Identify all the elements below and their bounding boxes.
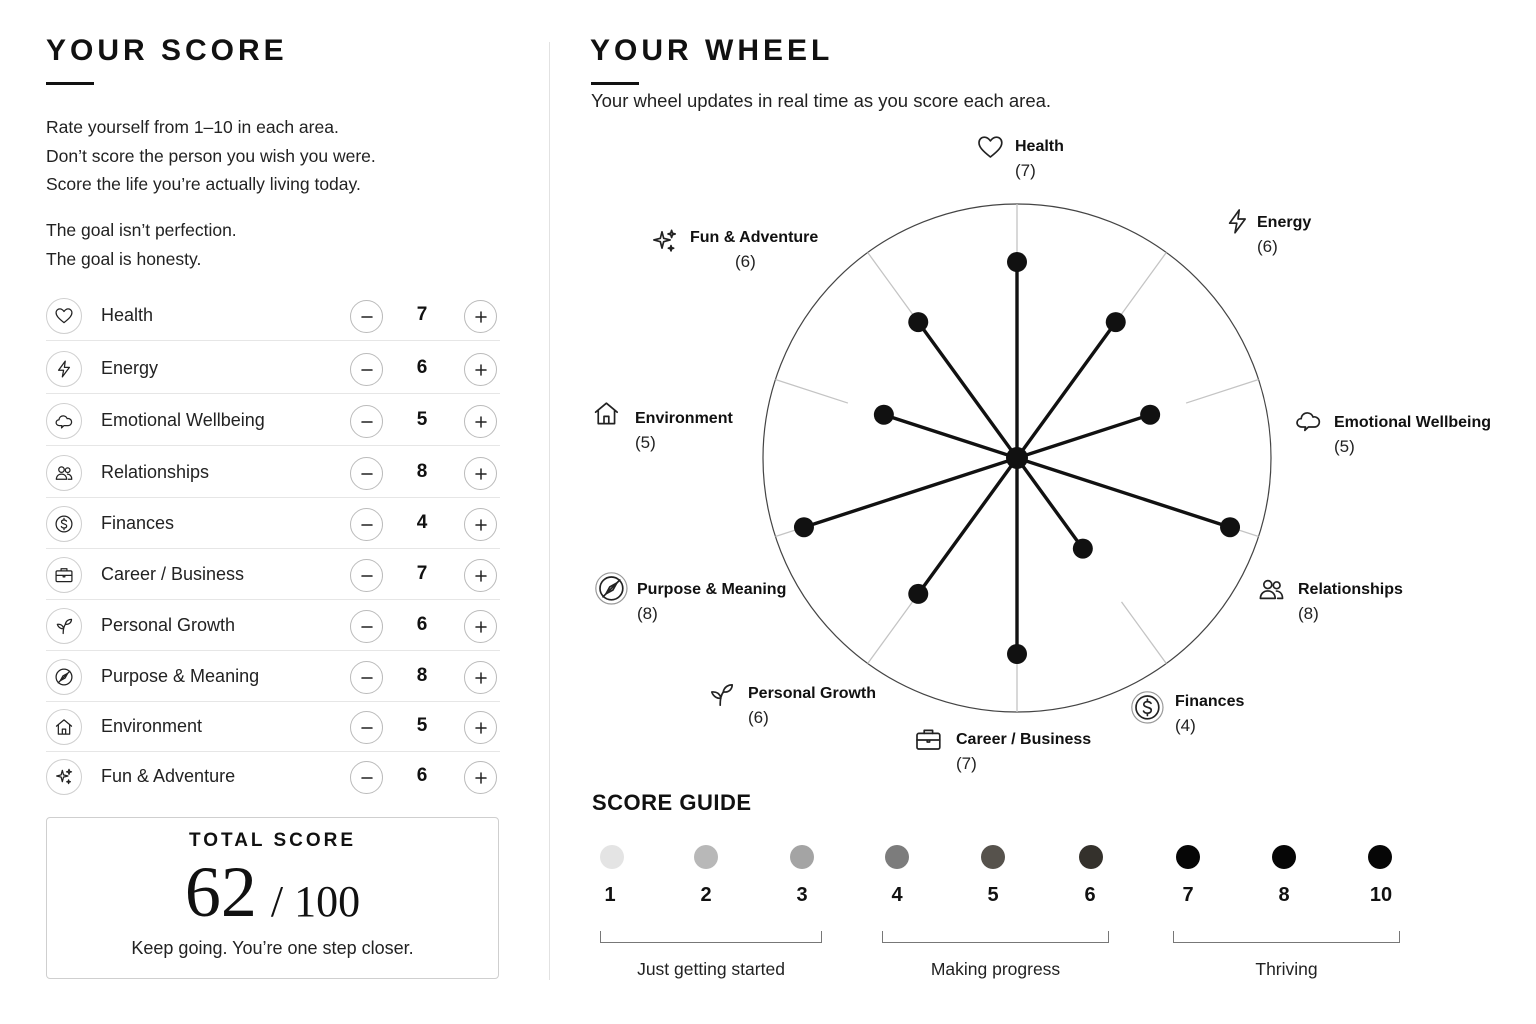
- row-icon-badge: [46, 455, 82, 491]
- minus-icon: [360, 569, 374, 583]
- row-icon-badge: [46, 608, 82, 644]
- wheel-label: [654, 230, 675, 251]
- goal-line: The goal isn’t perfection.: [46, 220, 237, 240]
- row-icon-badge: [46, 659, 82, 695]
- intro-line: Rate yourself from 1–10 in each area.: [46, 117, 339, 137]
- sprout-icon: [54, 616, 74, 636]
- wheel-hub: [1006, 447, 1028, 469]
- row-icon-badge: [46, 403, 82, 439]
- wheel-sector-line: [868, 253, 913, 315]
- total-score-message: Keep going. You’re one step closer.: [131, 938, 414, 958]
- guide-number: 5: [987, 884, 999, 906]
- wheel-sector-line: [1186, 380, 1258, 404]
- guide-number: 8: [1278, 884, 1290, 906]
- guide-number: 7: [1182, 884, 1194, 906]
- guide-number: 1: [604, 884, 616, 906]
- area-label: Emotional Wellbeing: [101, 410, 265, 430]
- area-score: 6: [416, 765, 428, 786]
- plus-icon: [474, 771, 488, 785]
- wheel-label: [1297, 413, 1319, 430]
- wheel-subtitle: Your wheel updates in real time as you score each area.: [591, 90, 1052, 111]
- plus-icon: [474, 721, 488, 735]
- increase-button[interactable]: [464, 457, 497, 490]
- wheel-label: [917, 730, 940, 749]
- row-icon-badge: [46, 709, 82, 745]
- area-score: 7: [416, 304, 428, 325]
- minus-icon: [360, 721, 374, 735]
- compass-icon: [600, 577, 623, 600]
- wheel-area-label: Emotional Wellbeing: [1334, 414, 1492, 431]
- decrease-button[interactable]: [350, 610, 383, 643]
- area-score: 4: [416, 512, 428, 533]
- wheel-label: [1230, 210, 1246, 233]
- dollar-icon: [1136, 696, 1159, 719]
- home-icon: [596, 403, 618, 423]
- increase-button[interactable]: [464, 711, 497, 744]
- guide-dot: [600, 845, 624, 869]
- sparkle-icon: [654, 230, 675, 251]
- wheel-area-score: (5): [1334, 437, 1355, 456]
- compass-icon: [54, 667, 74, 687]
- area-score: 7: [416, 563, 428, 584]
- minus-icon: [360, 771, 374, 785]
- score-row-personal-growth: [46, 601, 500, 651]
- score-panel: [46, 0, 500, 1024]
- row-icon-badge: [46, 351, 82, 387]
- sparkle-icon: [54, 767, 74, 787]
- bolt-icon: [1230, 210, 1246, 233]
- area-label: Fun & Adventure: [101, 766, 236, 786]
- wheel-area-label: Purpose & Meaning: [637, 581, 787, 598]
- wheel-area-label: Personal Growth: [748, 685, 877, 702]
- increase-button[interactable]: [464, 405, 497, 438]
- wheel-area-score: (6): [1257, 237, 1278, 256]
- guide-dot: [1368, 845, 1392, 869]
- row-icon-badge: [46, 298, 82, 334]
- area-score: 6: [416, 614, 428, 635]
- score-row-purpose-meaning: [46, 652, 500, 702]
- wheel-area-label: Relationships: [1298, 581, 1403, 598]
- score-row-energy: [46, 344, 500, 394]
- wheel-area-label: Environment: [635, 410, 733, 427]
- decrease-button[interactable]: [350, 559, 383, 592]
- minus-icon: [360, 671, 374, 685]
- guide-band-label: Thriving: [1255, 959, 1318, 979]
- wheel-label: [712, 685, 732, 705]
- area-label: Purpose & Meaning: [101, 666, 260, 686]
- score-row-environment: [46, 702, 500, 752]
- score-row-finances: [46, 499, 500, 549]
- guide-dot: [1176, 845, 1200, 869]
- guide-band-label: Making progress: [930, 959, 1061, 979]
- minus-icon: [360, 467, 374, 481]
- goal-text: [46, 216, 237, 273]
- wheel-area-label: Energy: [1257, 214, 1312, 231]
- plus-icon: [474, 569, 488, 583]
- wheel-point: [874, 405, 894, 425]
- wheel-spoke: [1017, 458, 1083, 549]
- wheel-point: [1106, 312, 1126, 332]
- dollar-icon: [54, 514, 74, 534]
- guide-number: 2: [700, 884, 712, 906]
- wheel-area-score: (7): [1015, 161, 1036, 180]
- plus-icon: [474, 518, 488, 532]
- decrease-button[interactable]: [350, 457, 383, 490]
- heading-underline: [46, 82, 94, 85]
- guide-dot: [694, 845, 718, 869]
- decrease-button[interactable]: [350, 405, 383, 438]
- minus-icon: [360, 363, 374, 377]
- wheel-area-score: (6): [748, 708, 769, 727]
- score-row-emotional-wellbeing: [46, 396, 500, 446]
- guide-number: 3: [796, 884, 808, 906]
- briefcase-icon: [54, 565, 74, 585]
- briefcase-icon: [917, 730, 940, 749]
- wheel-area-score: (5): [635, 433, 656, 452]
- wheel-sector-line: [775, 380, 847, 404]
- score-row-health: [46, 291, 500, 341]
- plus-icon: [474, 310, 488, 324]
- guide-number: 6: [1084, 884, 1096, 906]
- plus-icon: [474, 415, 488, 429]
- score-row-relationships: [46, 448, 500, 498]
- goal-line: The goal is honesty.: [46, 248, 202, 269]
- wheel-area-score: (4): [1175, 716, 1196, 735]
- plus-icon: [474, 620, 488, 634]
- wheel-point: [1007, 252, 1027, 272]
- decrease-button[interactable]: [350, 661, 383, 694]
- people-icon: [1260, 581, 1282, 599]
- bolt-icon: [54, 359, 74, 379]
- guide-dot: [790, 845, 814, 869]
- wheel-sector-line: [1122, 602, 1167, 664]
- guide-dot: [981, 845, 1005, 869]
- wheel-spoke: [1017, 415, 1150, 458]
- wheel-point: [1140, 405, 1160, 425]
- wheel-point: [794, 517, 814, 537]
- area-label: Environment: [101, 716, 203, 736]
- row-icon-badge: [46, 557, 82, 593]
- wheel-label: [1132, 692, 1163, 723]
- total-score-max: / 100: [270, 877, 361, 926]
- row-icon-badge: [46, 759, 82, 795]
- wheel-area-score: (8): [637, 604, 658, 623]
- wheel-point: [1220, 517, 1240, 537]
- guide-bracket: [882, 931, 1109, 943]
- wheel-spoke: [1017, 322, 1116, 458]
- score-guide-title: SCORE GUIDE: [592, 790, 752, 815]
- wheel-spoke: [1017, 458, 1230, 527]
- area-score: 5: [416, 409, 428, 430]
- wheel-point: [908, 312, 928, 332]
- total-score-card: [46, 817, 499, 979]
- wheel-area-label: Career / Business: [956, 731, 1092, 748]
- heart-icon: [979, 137, 1002, 157]
- wheel-area-score: (8): [1298, 604, 1319, 623]
- guide-dot: [885, 845, 909, 869]
- guide-number: 4: [891, 884, 903, 906]
- wheel-label: [979, 137, 1002, 157]
- intro-line: Don’t score the person you wish you were.: [46, 145, 376, 166]
- wheel-point: [1073, 539, 1093, 559]
- guide-number: 10: [1369, 884, 1393, 906]
- wheel-label: [596, 403, 618, 423]
- score-row-fun-adventure: [46, 752, 500, 802]
- sprout-icon: [712, 685, 732, 705]
- minus-icon: [360, 310, 374, 324]
- panel-divider: [549, 42, 550, 980]
- minus-icon: [360, 518, 374, 532]
- increase-button[interactable]: [464, 761, 497, 794]
- wheel-label: [1260, 581, 1282, 599]
- guide-dot: [1272, 845, 1296, 869]
- increase-button[interactable]: [464, 353, 497, 386]
- wheel-area-label: Finances: [1175, 693, 1245, 710]
- life-wheel: [590, 0, 1510, 790]
- increase-button[interactable]: [464, 300, 497, 333]
- intro-line: Score the life you’re actually living today.: [46, 174, 361, 194]
- row-icon-badge: [46, 506, 82, 542]
- increase-button[interactable]: [464, 508, 497, 541]
- wheel-heading: YOUR WHEEL: [590, 34, 834, 67]
- wheel-area-label: Health: [1015, 138, 1064, 155]
- decrease-button[interactable]: [350, 711, 383, 744]
- intro-text: [46, 113, 376, 199]
- guide-band-label: Just getting started: [637, 959, 785, 979]
- heart-icon: [54, 306, 74, 326]
- area-score: 6: [416, 357, 428, 378]
- wheel-spoke: [918, 322, 1017, 458]
- guide-bracket: [600, 931, 822, 943]
- plus-icon: [474, 467, 488, 481]
- wheel-spoke: [918, 458, 1017, 594]
- wheel-label: [596, 573, 627, 604]
- plus-icon: [474, 671, 488, 685]
- increase-button[interactable]: [464, 610, 497, 643]
- area-label: Energy: [101, 358, 159, 378]
- wheel-area-score: (7): [956, 754, 977, 773]
- area-label: Relationships: [101, 462, 210, 482]
- area-label: Finances: [101, 513, 175, 533]
- people-icon: [54, 463, 74, 483]
- cloud-icon: [54, 411, 74, 431]
- decrease-button[interactable]: [350, 353, 383, 386]
- wheel-area-score: (6): [735, 252, 756, 271]
- total-score-number: 62: [184, 852, 257, 932]
- increase-button[interactable]: [464, 559, 497, 592]
- wheel-point: [908, 584, 928, 604]
- guide-dot: [1079, 845, 1103, 869]
- area-score: 8: [416, 461, 428, 482]
- wheel-point: [1007, 644, 1027, 664]
- area-label: Career / Business: [101, 564, 245, 584]
- decrease-button[interactable]: [350, 300, 383, 333]
- wheel-spoke: [804, 458, 1017, 527]
- decrease-button[interactable]: [350, 761, 383, 794]
- wheel-spoke: [884, 415, 1017, 458]
- score-row-career-business: [46, 550, 500, 600]
- minus-icon: [360, 415, 374, 429]
- area-label: Personal Growth: [101, 615, 236, 635]
- plus-icon: [474, 363, 488, 377]
- total-score-title: TOTAL SCORE: [188, 830, 357, 851]
- wheel-panel: [590, 0, 1510, 1024]
- home-icon: [54, 717, 74, 737]
- minus-icon: [360, 620, 374, 634]
- area-score: 5: [416, 715, 428, 736]
- total-score-value: [47, 854, 498, 930]
- area-score: 8: [416, 665, 428, 686]
- score-heading: YOUR SCORE: [46, 34, 288, 67]
- decrease-button[interactable]: [350, 508, 383, 541]
- area-label: Health: [101, 305, 154, 325]
- cloud-icon: [1297, 413, 1319, 430]
- wheel-sector-line: [868, 602, 913, 664]
- guide-bracket: [1173, 931, 1400, 943]
- increase-button[interactable]: [464, 661, 497, 694]
- wheel-area-label: Fun & Adventure: [690, 229, 819, 246]
- wheel-sector-line: [1122, 253, 1167, 315]
